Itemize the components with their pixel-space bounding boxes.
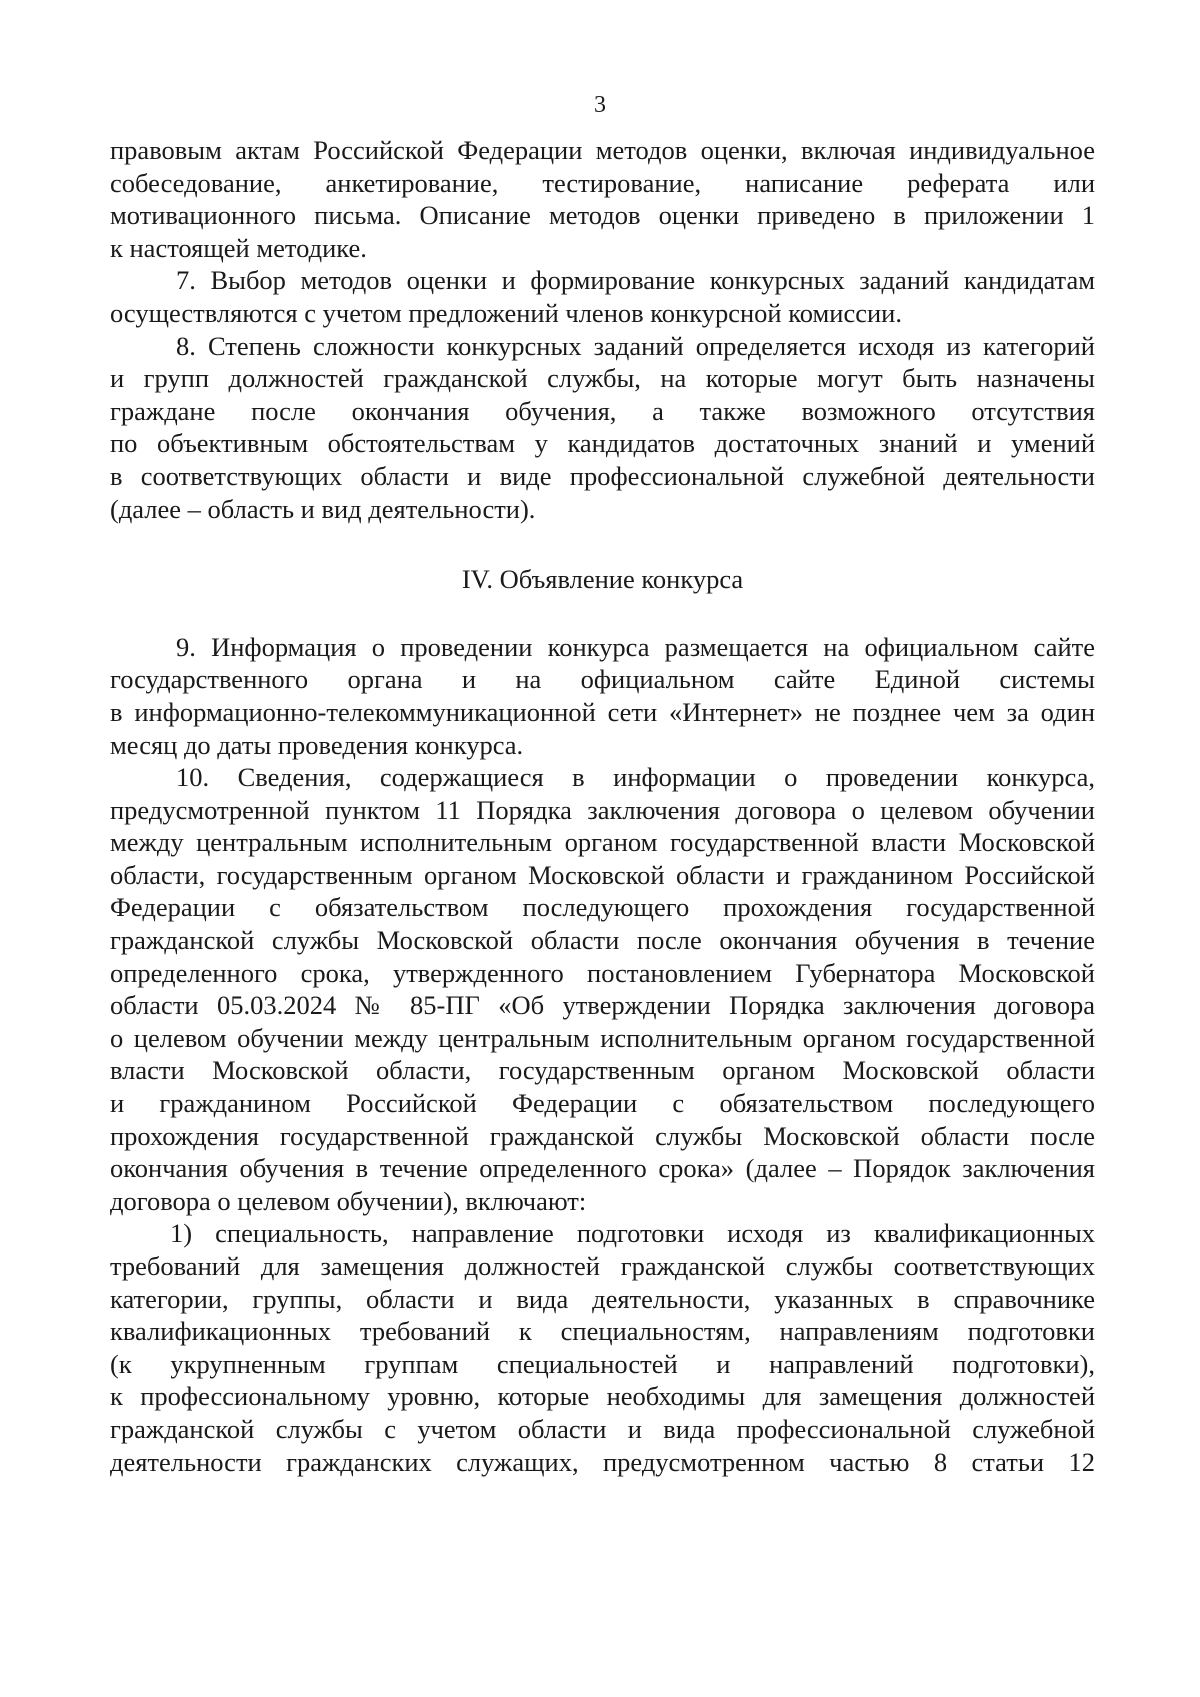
text-line: правовым актам Российской Федерации методов оценки, включая индивидуальное — [110, 135, 1095, 165]
text-line: (к укрупненным группам специальностей и направлений подготовки), — [110, 1348, 1095, 1379]
text-line: осуществляются с учетом предложений членов конкурсной комиссии. — [110, 297, 902, 328]
text-line: 8. Степень сложности конкурсных заданий определяется исходя из категорий — [176, 330, 1095, 361]
text-line: граждане после окончания обучения, а также возможного отсутствия — [110, 395, 1095, 426]
text-line: 1) специальность, направление подготовки исходя из квалификационных — [170, 1218, 1095, 1249]
text-line: области 05.03.2024 № 85-ПГ «Об утверждении Порядка заключения договора — [110, 990, 1095, 1021]
text-line: собеседование, анкетирование, тестирование, написание реферата или — [110, 167, 1095, 198]
text-line: государственного органа и на официальном сайте Единой системы — [110, 664, 1095, 695]
document-body — [110, 134, 1095, 1478]
text-line: требований для замещения должностей гражданской службы соответствующих — [110, 1251, 1095, 1281]
text-line: о целевом обучении между центральным исполнительным органом государственной — [110, 1022, 1095, 1053]
text-line: власти Московской области, государственным органом Московской области — [110, 1055, 1095, 1086]
paragraph-7 — [110, 264, 1095, 329]
text-line: Федерации с обязательством последующего прохождения государственной — [110, 892, 1095, 923]
text-line: категории, группы, области и вида деятельности, указанных в справочнике — [110, 1283, 1095, 1314]
paragraph-10 — [110, 761, 1095, 1217]
text-line: месяц до даты проведения конкурса. — [110, 729, 524, 760]
text-line: в соответствующих области и виде профессиональной служебной деятельности — [110, 460, 1095, 491]
text-line: определенного срока, утвержденного постановлением Губернатора Московской — [110, 957, 1095, 988]
text-line: в информационно-телекоммуникационной сети «Интернет» не позднее чем за один — [110, 696, 1095, 727]
text-line: области, государственным органом Московской области и гражданином Российской — [110, 859, 1095, 890]
continuation-paragraph — [110, 134, 1095, 264]
paragraph-8 — [110, 330, 1095, 526]
text-line: гражданской службы Московской области после окончания обучения в течение — [110, 925, 1095, 956]
text-line: мотивационного письма. Описание методов оценки приведено в приложении 1 — [110, 200, 1095, 231]
text-line: и гражданином Российской Федерации с обязательством последующего — [110, 1088, 1095, 1119]
list-item-1 — [110, 1217, 1095, 1478]
text-line: между центральным исполнительным органом государственной власти Московской — [110, 827, 1095, 858]
text-line: 9. Информация о проведении конкурса размещается на официальном сайте — [176, 631, 1095, 662]
page-number: 3 — [594, 92, 606, 118]
text-line: и групп должностей гражданской службы, на которые могут быть назначены — [110, 363, 1095, 394]
text-line: к профессиональному уровню, которые необходимы для замещения должностей — [110, 1381, 1095, 1412]
text-line: прохождения государственной гражданской службы Московской области после — [110, 1120, 1095, 1151]
text-line: 10. Сведения, содержащиеся в информации о проведении конкурса, — [176, 762, 1095, 793]
text-line: окончания обучения в течение определенного срока» (далее – Порядок заключения — [110, 1153, 1095, 1184]
section-heading: IV. Объявление конкурса — [461, 564, 744, 595]
text-line: (далее – область и вид деятельности). — [110, 493, 536, 524]
text-line: деятельности гражданских служащих, предусмотренном частью 8 статьи 12 — [110, 1446, 1095, 1477]
text-line: к настоящей методике. — [110, 232, 367, 263]
paragraph-9 — [110, 631, 1095, 761]
text-line: по объективным обстоятельствам у кандидатов достаточных знаний и умений — [110, 428, 1095, 459]
text-line: гражданской службы с учетом области и вида профессиональной служебной — [110, 1413, 1095, 1444]
text-line: договора о целевом обучении), включают: — [110, 1185, 587, 1216]
text-line: 7. Выбор методов оценки и формирование конкурсных заданий кандидатам — [176, 265, 1095, 296]
text-line: предусмотренной пунктом 11 Порядка заключения договора о целевом обучении — [110, 794, 1095, 825]
text-line: квалификационных требований к специальностям, направлениям подготовки — [110, 1316, 1095, 1347]
